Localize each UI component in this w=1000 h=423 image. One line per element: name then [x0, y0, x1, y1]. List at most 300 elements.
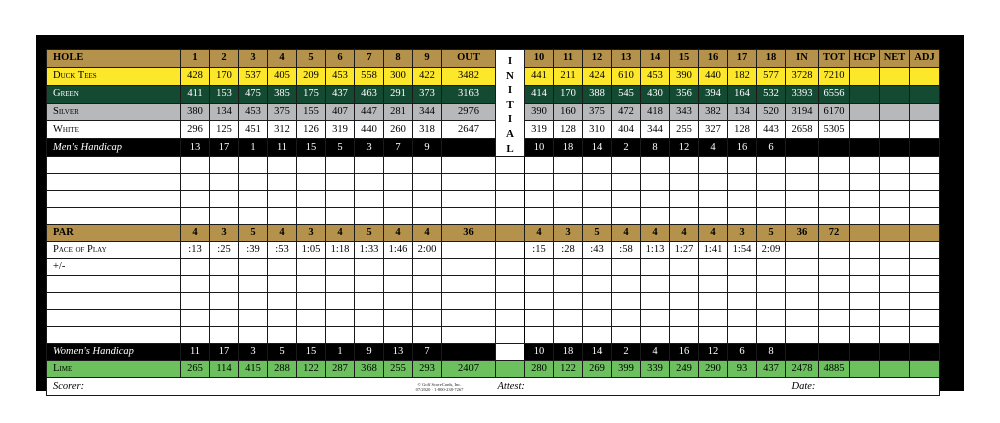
score-cell[interactable]: [728, 276, 757, 293]
score-cell[interactable]: [612, 157, 641, 174]
score-cell[interactable]: [670, 191, 699, 208]
score-cell[interactable]: [413, 157, 442, 174]
score-cell[interactable]: [210, 191, 239, 208]
initial-cell[interactable]: [496, 191, 525, 208]
score-cell[interactable]: [442, 208, 496, 225]
score-cell[interactable]: [268, 174, 297, 191]
score-cell[interactable]: [910, 174, 940, 191]
attest-field[interactable]: Attest:: [496, 378, 786, 396]
score-cell[interactable]: [442, 327, 496, 344]
score-cell[interactable]: [210, 157, 239, 174]
initial-cell[interactable]: [496, 157, 525, 174]
score-cell[interactable]: [239, 293, 268, 310]
player-row: [47, 310, 940, 327]
score-cell[interactable]: [554, 276, 583, 293]
tot-total: 6170: [819, 103, 850, 121]
score-cell[interactable]: [268, 293, 297, 310]
pace-time: :53: [268, 242, 297, 259]
score-cell[interactable]: [641, 208, 670, 225]
score-cell[interactable]: [239, 259, 268, 276]
score-cell[interactable]: [728, 157, 757, 174]
score-cell[interactable]: [239, 327, 268, 344]
score-cell[interactable]: [181, 174, 210, 191]
score-cell[interactable]: [384, 157, 413, 174]
score-cell[interactable]: [850, 293, 880, 310]
score-cell[interactable]: [612, 174, 641, 191]
score-cell[interactable]: [819, 208, 850, 225]
initial-cell[interactable]: [496, 276, 525, 293]
yardage: 170: [554, 85, 583, 103]
score-cell[interactable]: [699, 259, 728, 276]
score-cell[interactable]: [268, 276, 297, 293]
score-cell[interactable]: [413, 327, 442, 344]
score-cell[interactable]: [181, 157, 210, 174]
score-cell[interactable]: [786, 157, 819, 174]
score-cell[interactable]: [670, 293, 699, 310]
score-cell[interactable]: [728, 293, 757, 310]
score-cell[interactable]: [525, 276, 554, 293]
score-cell[interactable]: [326, 157, 355, 174]
score-cell[interactable]: [525, 259, 554, 276]
par-value: 3: [210, 225, 239, 242]
score-cell[interactable]: [641, 157, 670, 174]
score-cell[interactable]: [442, 293, 496, 310]
initial-cell[interactable]: [496, 327, 525, 344]
empty-cell: [880, 225, 910, 242]
score-cell[interactable]: [880, 191, 910, 208]
score-cell[interactable]: [880, 259, 910, 276]
par-value: 5: [757, 225, 786, 242]
score-cell[interactable]: [910, 208, 940, 225]
score-cell[interactable]: [880, 327, 910, 344]
player-name-cell[interactable]: [47, 327, 181, 344]
score-cell[interactable]: [910, 103, 940, 121]
score-cell[interactable]: [554, 327, 583, 344]
score-cell[interactable]: [210, 174, 239, 191]
hole-number: 18: [757, 50, 786, 68]
initial-box[interactable]: [496, 50, 525, 157]
score-cell[interactable]: [880, 85, 910, 103]
score-cell[interactable]: [326, 276, 355, 293]
score-cell[interactable]: [210, 208, 239, 225]
score-cell[interactable]: [583, 293, 612, 310]
player-name-cell[interactable]: [47, 157, 181, 174]
score-cell[interactable]: [239, 174, 268, 191]
score-cell[interactable]: [850, 191, 880, 208]
initial-cell[interactable]: [496, 174, 525, 191]
score-cell[interactable]: [728, 191, 757, 208]
initial-cell[interactable]: [496, 259, 525, 276]
score-cell[interactable]: [554, 208, 583, 225]
score-cell[interactable]: [239, 276, 268, 293]
out-total: 3163: [442, 85, 496, 103]
score-cell[interactable]: [819, 276, 850, 293]
score-cell[interactable]: [326, 191, 355, 208]
handicap: 9: [355, 344, 384, 361]
score-cell[interactable]: [413, 208, 442, 225]
score-cell[interactable]: [268, 157, 297, 174]
score-cell[interactable]: [413, 259, 442, 276]
empty-cell: [910, 344, 940, 361]
score-cell[interactable]: [525, 310, 554, 327]
score-cell[interactable]: [297, 157, 326, 174]
score-cell[interactable]: [910, 191, 940, 208]
yardage: 394: [699, 85, 728, 103]
score-cell[interactable]: [670, 259, 699, 276]
score-cell[interactable]: [699, 327, 728, 344]
score-cell[interactable]: [880, 208, 910, 225]
score-cell[interactable]: [583, 174, 612, 191]
score-cell[interactable]: [850, 121, 880, 139]
empty-cell: [496, 361, 525, 378]
score-cell[interactable]: [384, 191, 413, 208]
score-cell[interactable]: [880, 174, 910, 191]
player-name-cell[interactable]: [47, 293, 181, 310]
score-cell[interactable]: [910, 361, 940, 378]
score-cell[interactable]: [757, 191, 786, 208]
score-cell[interactable]: [442, 174, 496, 191]
score-cell[interactable]: [641, 327, 670, 344]
score-cell[interactable]: [384, 259, 413, 276]
score-cell[interactable]: [442, 157, 496, 174]
score-cell[interactable]: [355, 174, 384, 191]
score-cell[interactable]: [268, 310, 297, 327]
score-cell[interactable]: [355, 259, 384, 276]
score-cell[interactable]: [583, 157, 612, 174]
score-cell[interactable]: [699, 276, 728, 293]
score-cell[interactable]: [641, 191, 670, 208]
score-cell[interactable]: [583, 310, 612, 327]
score-cell[interactable]: [850, 361, 880, 378]
score-cell[interactable]: [786, 327, 819, 344]
score-cell[interactable]: [297, 293, 326, 310]
score-cell[interactable]: [384, 174, 413, 191]
par-row: [47, 225, 940, 242]
score-cell[interactable]: [757, 310, 786, 327]
score-cell[interactable]: [880, 310, 910, 327]
score-cell[interactable]: [297, 310, 326, 327]
score-cell[interactable]: [880, 293, 910, 310]
tot-total: 7210: [819, 67, 850, 85]
score-cell[interactable]: [910, 157, 940, 174]
score-cell[interactable]: [910, 327, 940, 344]
score-cell[interactable]: [413, 174, 442, 191]
initial-letter: A: [506, 127, 514, 140]
score-cell[interactable]: [181, 276, 210, 293]
yardage: 577: [757, 67, 786, 85]
player-name-cell[interactable]: [47, 310, 181, 327]
par-value: 5: [583, 225, 612, 242]
score-cell[interactable]: [384, 293, 413, 310]
empty-cell: [910, 139, 940, 157]
score-cell[interactable]: [850, 85, 880, 103]
score-cell[interactable]: [850, 276, 880, 293]
score-cell[interactable]: [554, 174, 583, 191]
score-cell[interactable]: [641, 310, 670, 327]
score-cell[interactable]: [583, 276, 612, 293]
initial-cell[interactable]: [496, 293, 525, 310]
pace-time: :15: [525, 242, 554, 259]
score-cell[interactable]: [786, 310, 819, 327]
score-cell[interactable]: [355, 191, 384, 208]
score-cell[interactable]: [850, 259, 880, 276]
score-cell[interactable]: [910, 259, 940, 276]
score-cell[interactable]: [880, 276, 910, 293]
score-cell[interactable]: [880, 67, 910, 85]
empty-cell: [442, 344, 496, 361]
score-cell[interactable]: [525, 293, 554, 310]
score-cell[interactable]: [728, 310, 757, 327]
score-cell[interactable]: [850, 103, 880, 121]
score-cell[interactable]: [355, 310, 384, 327]
hole-number: 17: [728, 50, 757, 68]
score-cell[interactable]: [326, 174, 355, 191]
score-cell[interactable]: [850, 174, 880, 191]
score-cell[interactable]: [297, 276, 326, 293]
score-cell[interactable]: [583, 259, 612, 276]
pace-time: :25: [210, 242, 239, 259]
score-cell[interactable]: [442, 259, 496, 276]
score-cell[interactable]: [786, 191, 819, 208]
score-cell[interactable]: [641, 276, 670, 293]
score-cell[interactable]: [612, 191, 641, 208]
score-cell[interactable]: [819, 310, 850, 327]
score-cell[interactable]: [297, 327, 326, 344]
empty-cell: [819, 242, 850, 259]
score-cell[interactable]: [554, 259, 583, 276]
score-cell[interactable]: [728, 208, 757, 225]
initial-cell[interactable]: [496, 310, 525, 327]
score-cell[interactable]: [583, 191, 612, 208]
score-cell[interactable]: [670, 310, 699, 327]
score-cell[interactable]: [384, 327, 413, 344]
score-cell[interactable]: [525, 191, 554, 208]
score-cell[interactable]: [612, 208, 641, 225]
score-cell[interactable]: [525, 327, 554, 344]
score-cell[interactable]: [757, 276, 786, 293]
out-total: 2976: [442, 103, 496, 121]
empty-cell: [786, 242, 819, 259]
score-cell[interactable]: [850, 157, 880, 174]
empty-cell: [850, 225, 880, 242]
handicap: 2: [612, 344, 641, 361]
player-name-cell[interactable]: [47, 174, 181, 191]
score-cell[interactable]: [880, 103, 910, 121]
initial-letter: T: [506, 98, 514, 111]
score-cell[interactable]: [210, 276, 239, 293]
tee-row-silver: [47, 103, 940, 121]
score-cell[interactable]: [268, 191, 297, 208]
score-cell[interactable]: [326, 310, 355, 327]
score-cell[interactable]: [384, 276, 413, 293]
score-cell[interactable]: [297, 174, 326, 191]
score-cell[interactable]: [355, 208, 384, 225]
score-cell[interactable]: [554, 191, 583, 208]
score-cell[interactable]: [181, 191, 210, 208]
score-cell[interactable]: [819, 293, 850, 310]
score-cell[interactable]: [239, 310, 268, 327]
score-cell[interactable]: [880, 121, 910, 139]
score-cell[interactable]: [910, 276, 940, 293]
score-cell[interactable]: [612, 327, 641, 344]
score-cell[interactable]: [670, 208, 699, 225]
tee-name: Lime: [47, 361, 181, 378]
score-cell[interactable]: [525, 174, 554, 191]
score-cell[interactable]: [699, 157, 728, 174]
score-cell[interactable]: [239, 157, 268, 174]
score-cell[interactable]: [583, 208, 612, 225]
score-cell[interactable]: [670, 276, 699, 293]
yardage: 290: [699, 361, 728, 378]
score-cell[interactable]: [384, 208, 413, 225]
score-cell[interactable]: [326, 259, 355, 276]
score-cell[interactable]: [181, 327, 210, 344]
plus-minus-row: [47, 259, 940, 276]
score-cell[interactable]: [850, 67, 880, 85]
score-cell[interactable]: [641, 174, 670, 191]
date-field[interactable]: Date:: [786, 378, 940, 396]
hole-number: 2: [210, 50, 239, 68]
score-cell[interactable]: [181, 259, 210, 276]
player-name-cell[interactable]: [47, 191, 181, 208]
score-cell[interactable]: [910, 293, 940, 310]
score-cell[interactable]: [268, 327, 297, 344]
score-cell[interactable]: [554, 293, 583, 310]
hole-number: 4: [268, 50, 297, 68]
score-cell[interactable]: [525, 208, 554, 225]
score-cell[interactable]: [699, 191, 728, 208]
score-cell[interactable]: [850, 208, 880, 225]
score-cell[interactable]: [355, 157, 384, 174]
score-cell[interactable]: [297, 259, 326, 276]
score-cell[interactable]: [641, 293, 670, 310]
score-cell[interactable]: [850, 327, 880, 344]
signature-row: [47, 378, 940, 396]
score-cell[interactable]: [210, 327, 239, 344]
score-cell[interactable]: [786, 174, 819, 191]
score-cell[interactable]: [612, 293, 641, 310]
score-cell[interactable]: [910, 67, 940, 85]
score-cell[interactable]: [181, 310, 210, 327]
score-cell[interactable]: [442, 276, 496, 293]
score-cell[interactable]: [326, 208, 355, 225]
handicap: 15: [297, 344, 326, 361]
score-cell[interactable]: [239, 208, 268, 225]
score-cell[interactable]: [757, 157, 786, 174]
handicap: 6: [728, 344, 757, 361]
score-cell[interactable]: [297, 208, 326, 225]
score-cell[interactable]: [413, 276, 442, 293]
score-cell[interactable]: [413, 293, 442, 310]
score-cell[interactable]: [355, 293, 384, 310]
score-cell[interactable]: [786, 208, 819, 225]
score-cell[interactable]: [210, 310, 239, 327]
score-cell[interactable]: [699, 174, 728, 191]
score-cell[interactable]: [554, 157, 583, 174]
score-cell[interactable]: [612, 276, 641, 293]
par-value: 4: [413, 225, 442, 242]
score-cell[interactable]: [910, 85, 940, 103]
score-cell[interactable]: [525, 157, 554, 174]
scorer-field[interactable]: Scorer:: [47, 378, 384, 396]
initial-cell[interactable]: [496, 344, 525, 361]
yardage: 122: [554, 361, 583, 378]
score-cell[interactable]: [699, 310, 728, 327]
score-cell[interactable]: [355, 276, 384, 293]
score-cell[interactable]: [210, 259, 239, 276]
score-cell[interactable]: [757, 174, 786, 191]
score-cell[interactable]: [757, 293, 786, 310]
score-cell[interactable]: [641, 259, 670, 276]
score-cell[interactable]: [384, 310, 413, 327]
score-cell[interactable]: [786, 276, 819, 293]
score-cell[interactable]: [355, 327, 384, 344]
mens-handicap-label: Men's Handicap: [47, 139, 181, 157]
score-cell[interactable]: [239, 191, 268, 208]
score-cell[interactable]: [326, 327, 355, 344]
in-total: 2478: [786, 361, 819, 378]
score-cell[interactable]: [268, 208, 297, 225]
score-cell[interactable]: [819, 327, 850, 344]
score-cell[interactable]: [880, 157, 910, 174]
yardage: 288: [268, 361, 297, 378]
score-cell[interactable]: [786, 293, 819, 310]
score-cell[interactable]: [880, 361, 910, 378]
score-cell[interactable]: [910, 310, 940, 327]
score-cell[interactable]: [181, 208, 210, 225]
par-value: 4: [525, 225, 554, 242]
score-cell[interactable]: [612, 259, 641, 276]
score-cell[interactable]: [181, 293, 210, 310]
score-cell[interactable]: [699, 208, 728, 225]
score-cell[interactable]: [612, 310, 641, 327]
score-cell[interactable]: [268, 259, 297, 276]
yardage: 415: [239, 361, 268, 378]
score-cell[interactable]: [819, 157, 850, 174]
score-cell[interactable]: [413, 310, 442, 327]
score-cell[interactable]: [910, 121, 940, 139]
score-cell[interactable]: [728, 327, 757, 344]
player-name-cell[interactable]: [47, 276, 181, 293]
score-cell[interactable]: [442, 310, 496, 327]
score-cell[interactable]: [850, 310, 880, 327]
score-cell[interactable]: [786, 259, 819, 276]
score-cell[interactable]: [699, 293, 728, 310]
initial-cell[interactable]: [496, 208, 525, 225]
score-cell[interactable]: [297, 191, 326, 208]
score-cell[interactable]: [757, 259, 786, 276]
score-cell[interactable]: [670, 327, 699, 344]
score-cell[interactable]: [819, 191, 850, 208]
score-cell[interactable]: [554, 310, 583, 327]
player-name-cell[interactable]: [47, 208, 181, 225]
score-cell[interactable]: [819, 174, 850, 191]
score-cell[interactable]: [728, 174, 757, 191]
score-cell[interactable]: [757, 208, 786, 225]
score-cell[interactable]: [670, 174, 699, 191]
adj-header: ADJ: [910, 50, 940, 68]
score-cell[interactable]: [583, 327, 612, 344]
handicap: 14: [583, 344, 612, 361]
score-cell[interactable]: [413, 191, 442, 208]
score-cell[interactable]: [326, 293, 355, 310]
score-cell[interactable]: [757, 327, 786, 344]
score-cell[interactable]: [819, 259, 850, 276]
score-cell[interactable]: [210, 293, 239, 310]
score-cell[interactable]: [728, 259, 757, 276]
score-cell[interactable]: [442, 191, 496, 208]
score-cell[interactable]: [670, 157, 699, 174]
